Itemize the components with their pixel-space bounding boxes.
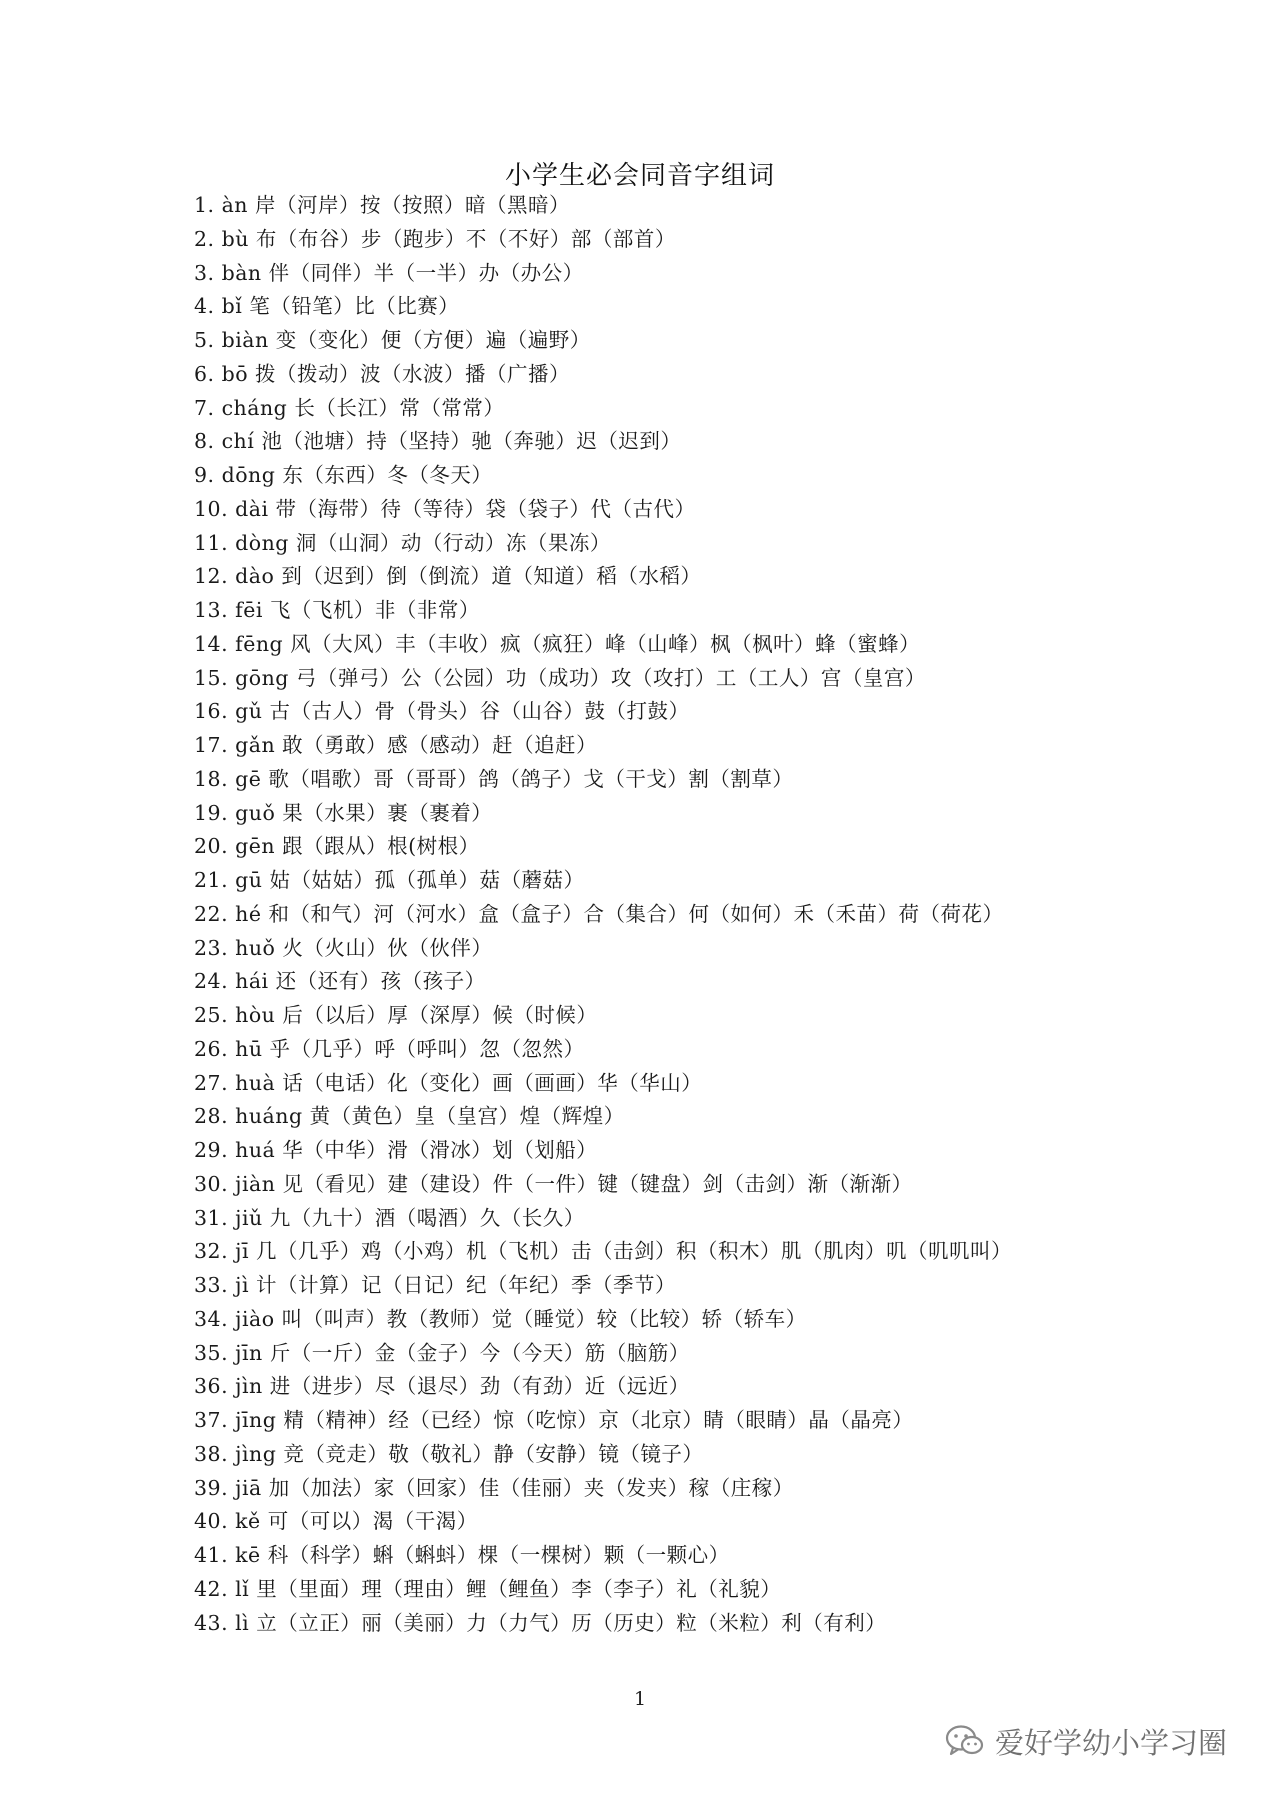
list-item	[194, 223, 1194, 257]
entry-text: 25. hòu 后（以后）厚（深厚）候（时候）	[194, 1003, 598, 1027]
entry-text: 10. dài 带（海带）待（等待）袋（袋子）代（古代）	[194, 496, 696, 521]
entry-text: 32. jī 几（几乎）鸡（小鸡）机（飞机）击（击剑）积（积木）肌（肌肉）叽（叽叽叫）	[194, 1239, 1013, 1264]
list-item	[194, 1539, 1194, 1573]
entry-text: 37. jīng 精（精神）经（已经）惊（吃惊）京（北京）睛（眼睛）晶（晶亮）	[194, 1408, 914, 1432]
entry-text: 12. dào 到（迟到）倒（倒流）道（知道）稻（水稻）	[194, 564, 702, 589]
list-item	[194, 1067, 1194, 1101]
wechat-icon	[945, 1724, 985, 1758]
list-item	[194, 1337, 1194, 1371]
list-item	[194, 324, 1194, 358]
entry-text: 42. lǐ 里（里面）理（理由）鲤（鲤鱼）李（李子）礼（礼貌）	[194, 1576, 782, 1601]
watermark	[945, 1716, 1227, 1766]
list-item	[194, 965, 1194, 999]
list-item	[194, 257, 1194, 291]
entry-text: 36. jìn 进（进步）尽（退尽）劲（有劲）近（远近）	[194, 1374, 690, 1399]
list-item	[194, 1370, 1194, 1404]
list-item	[194, 830, 1194, 864]
entry-text: 4. bǐ 笔（铅笔）比（比赛）	[194, 294, 460, 319]
entry-text: 16. gǔ 古（古人）骨（骨头）谷（山谷）鼓（打鼓）	[194, 699, 690, 724]
list-item	[194, 1607, 1194, 1641]
list-item	[194, 493, 1194, 527]
list-item	[194, 1573, 1194, 1607]
entry-text: 11. dòng 洞（山洞）动（行动）冻（果冻）	[194, 530, 611, 555]
list-item	[194, 729, 1194, 763]
list-item	[194, 1472, 1194, 1506]
entry-text: 21. gū 姑（姑姑）孤（孤单）菇（蘑菇）	[194, 868, 585, 892]
entry-text: 9. dōng 东（东西）冬（冬天）	[194, 463, 493, 487]
entry-text: 33. jì 计（计算）记（日记）纪（年纪）季（季节）	[194, 1273, 677, 1297]
entry-text: 1. àn 岸（河岸）按（按照）暗（黑暗）	[194, 193, 571, 217]
entry-text: 13. fēi 飞（飞机）非（非常）	[194, 598, 480, 622]
list-item	[194, 797, 1194, 831]
list-item	[194, 1438, 1194, 1472]
entry-text: 3. bàn 伴（同伴）半（一半）办（办公）	[194, 260, 584, 285]
entry-text: 6. bō 拨（拨动）波（水波）播（广播）	[194, 361, 571, 386]
entry-text: 29. huá 华（中华）滑（滑冰）划（划船）	[194, 1138, 598, 1162]
list-item	[194, 1100, 1194, 1134]
list-item	[194, 695, 1194, 729]
list-item	[194, 1033, 1194, 1067]
list-item	[194, 1235, 1194, 1269]
list-item	[194, 560, 1194, 594]
list-item	[194, 662, 1194, 696]
entry-text: 43. lì 立（立正）丽（美丽）力（力气）历（历史）粒（米粒）利（有利）	[194, 1610, 887, 1635]
entry-text: 19. guǒ 果（水果）裹（裹着）	[194, 800, 493, 825]
list-item	[194, 999, 1194, 1033]
list-item	[194, 628, 1194, 662]
list-item	[194, 1202, 1194, 1236]
entry-text: 41. kē 科（科学）蝌（蝌蚪）棵（一棵树）颗（一颗心）	[194, 1543, 730, 1567]
list-item	[194, 594, 1194, 628]
entry-text: 39. jiā 加（加法）家（回家）佳（佳丽）夹（发夹）稼（庄稼）	[194, 1475, 794, 1500]
list-item	[194, 358, 1194, 392]
homophone-list	[194, 189, 1194, 1640]
list-item	[194, 864, 1194, 898]
list-item	[194, 392, 1194, 426]
entry-text: 15. gōng 弓（弹弓）公（公园）功（成功）攻（攻打）工（工人）宫（皇宫）	[194, 665, 926, 690]
entry-text: 18. gē 歌（唱歌）哥（哥哥）鸽（鸽子）戈（干戈）割（割草）	[194, 766, 794, 791]
entry-text: 27. huà 话（电话）化（变化）画（画画）华（华山）	[194, 1070, 703, 1095]
list-item	[194, 898, 1194, 932]
entry-text: 23. huǒ 火（火山）伙（伙伴）	[194, 935, 493, 960]
entry-text: 26. hū 乎（几乎）呼（呼叫）忽（忽然）	[194, 1036, 585, 1061]
list-item	[194, 763, 1194, 797]
list-item	[194, 527, 1194, 561]
list-item	[194, 189, 1194, 223]
entry-text: 34. jiào 叫（叫声）教（教师）觉（睡觉）较（比较）轿（轿车）	[194, 1306, 807, 1331]
list-item	[194, 1505, 1194, 1539]
list-item	[194, 1134, 1194, 1168]
entry-text: 20. gēn 跟（跟从）根(树根）	[194, 834, 480, 859]
list-item	[194, 459, 1194, 493]
entry-text: 30. jiàn 见（看见）建（建设）件（一件）键（键盘）剑（击剑）渐（渐渐）	[194, 1171, 913, 1196]
page-number: 1	[633, 1688, 647, 1710]
entry-text: 24. hái 还（还有）孩（孩子）	[194, 969, 486, 994]
entry-text: 17. gǎn 敢（勇敢）感（感动）赶（追赶）	[194, 733, 598, 757]
list-item	[194, 1303, 1194, 1337]
entry-text: 35. jīn 斤（一斤）金（金子）今（今天）筋（脑筋）	[194, 1340, 690, 1365]
list-item	[194, 290, 1194, 324]
entry-text: 40. kě 可（可以）渴（干渴）	[194, 1509, 478, 1534]
entry-text: 5. biàn 变（变化）便（方便）遍（遍野）	[194, 328, 591, 352]
entry-text: 7. cháng 长（长江）常（常常）	[194, 395, 505, 420]
entry-text: 2. bù 布（布谷）步（跑步）不（不好）部（部首）	[194, 226, 676, 251]
entry-text: 38. jìng 竞（竞走）敬（敬礼）静（安静）镜（镜子）	[194, 1441, 704, 1466]
list-item	[194, 1404, 1194, 1438]
entry-text: 8. chí 池（池塘）持（坚持）驰（奔驰）迟（迟到）	[194, 429, 682, 454]
list-item	[194, 1269, 1194, 1303]
list-item	[194, 425, 1194, 459]
entry-text: 22. hé 和（和气）河（河水）盒（盒子）合（集合）何（如何）禾（禾苗）荷（荷花）	[194, 901, 1004, 926]
document-title: 小学生必会同音字组词	[504, 161, 775, 191]
list-item	[194, 932, 1194, 966]
entry-text: 14. fēng 风（大风）丰（丰收）疯（疯狂）峰（山峰）枫（枫叶）蜂（蜜蜂）	[194, 631, 921, 656]
list-item	[194, 1168, 1194, 1202]
entry-text: 28. huáng 黄（黄色）皇（皇宫）煌（辉煌）	[194, 1104, 625, 1129]
watermark-text: 爱好学幼小学习圈	[995, 1725, 1228, 1760]
entry-text: 31. jiǔ 九（九十）酒（喝酒）久（长久）	[194, 1205, 585, 1230]
